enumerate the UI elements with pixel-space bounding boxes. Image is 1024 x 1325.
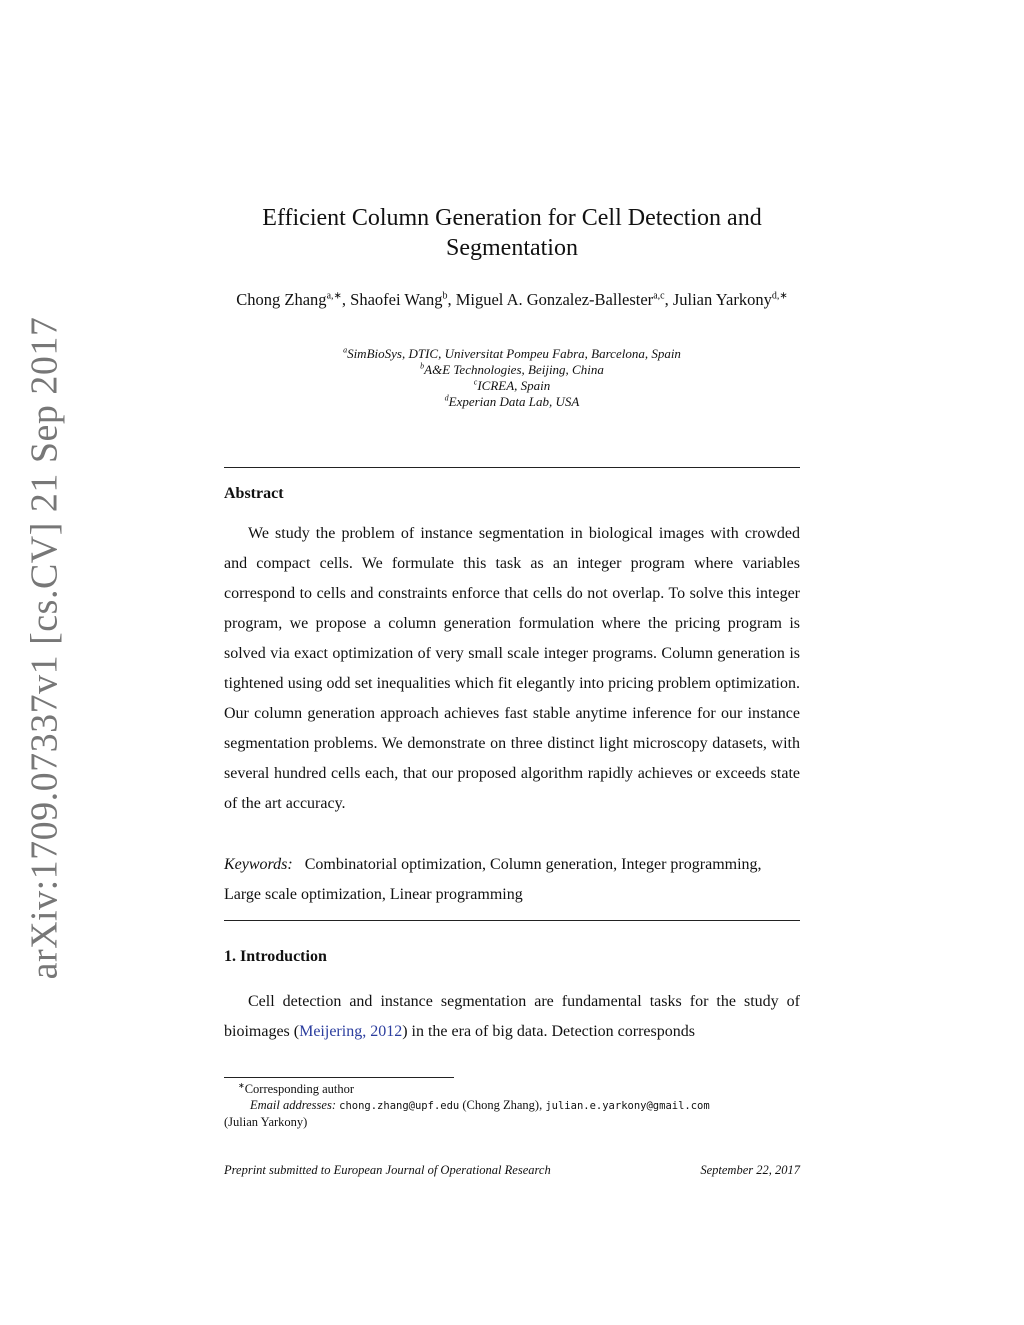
paper-title: Efficient Column Generation for Cell Detection and Segmentation <box>262 205 762 261</box>
keywords <box>224 850 784 910</box>
keywords-label: Keywords: <box>224 856 293 873</box>
arxiv-identifier[interactable]: arXiv:1709.07337v1 [cs.CV] 21 Sep 2017 <box>23 316 65 979</box>
affiliation: $^b$A&E Technologies, Beijing, China <box>420 361 604 377</box>
affiliation: $^d$Experian Data Lab, USA <box>444 393 580 409</box>
footnote-emails: Email addresses: chong.zhang@upf.edu (Chong Zhang), julian.e.yarkony@gmail.com <box>250 1098 710 1112</box>
citation-link[interactable]: Meijering, 2012 <box>299 1023 403 1040</box>
introduction-text: Cell detection and instance segmentation are fundamental tasks for the study of bioimages (Meijering, 2012) in the era of big data. Detection corresponds <box>224 993 800 1040</box>
abstract-bottom-rule <box>224 920 800 921</box>
footnote-rule <box>224 1077 454 1078</box>
affiliation: $^c$ICREA, Spain <box>473 377 551 393</box>
footnote-corresponding: ∗Corresponding author <box>238 1080 355 1096</box>
email-link[interactable]: chong.zhang@upf.edu <box>339 1100 460 1112</box>
footnote-name: (Julian Yarkony) <box>224 1115 308 1129</box>
arxiv-stamp <box>14 316 74 979</box>
section-heading-introduction: 1. Introduction <box>224 948 327 965</box>
abstract-heading: Abstract <box>224 485 284 502</box>
author-list <box>224 289 800 310</box>
affiliation: $^a$SimBioSys, DTIC, Universitat Pompeu Fabra, Barcelona, Spain <box>343 345 681 361</box>
author: Chong Zhang$^{a,∗}$, <box>236 290 351 309</box>
keywords-text: Combinatorial optimization, Column generation, Integer programming, Large scale optimization, Linear programming <box>224 856 762 903</box>
affiliation-list <box>224 346 800 410</box>
author: Miguel A. Gonzalez-Ballester$^{a,c}$, <box>455 290 673 309</box>
email-link[interactable]: julian.e.yarkony@gmail.com <box>545 1100 710 1112</box>
abstract-text: We study the problem of instance segmentation in biological images with crowded and compact cells. We formulate this task as an integer program where variables correspond to cells and constraints enforce that cells do not overlap. To solve this integer program, we propose a column generation formulation where the pricing program is solved via exact optimization of very small scale integer programs. Column generation is tightened using odd set inequalities which fit elegantly into pricing problem optimization. Our column generation approach achieves fast stable anytime inference for our instance segmentation problems. We demonstrate on three distinct light microscopy datasets, with several hundred cells each, that our proposed algorithm rapidly achieves or exceeds state of the art accuracy. <box>224 525 800 812</box>
footer-date: September 22, 2017 <box>700 1163 800 1177</box>
abstract-top-rule <box>224 467 800 468</box>
author: Shaofei Wang$^b$, <box>350 290 456 309</box>
footnote <box>224 1081 804 1130</box>
author: Julian Yarkony$^{d,∗}$ <box>672 290 788 309</box>
page-footer <box>224 1163 800 1178</box>
footer-journal: Preprint submitted to European Journal of Operational Research <box>224 1163 551 1177</box>
